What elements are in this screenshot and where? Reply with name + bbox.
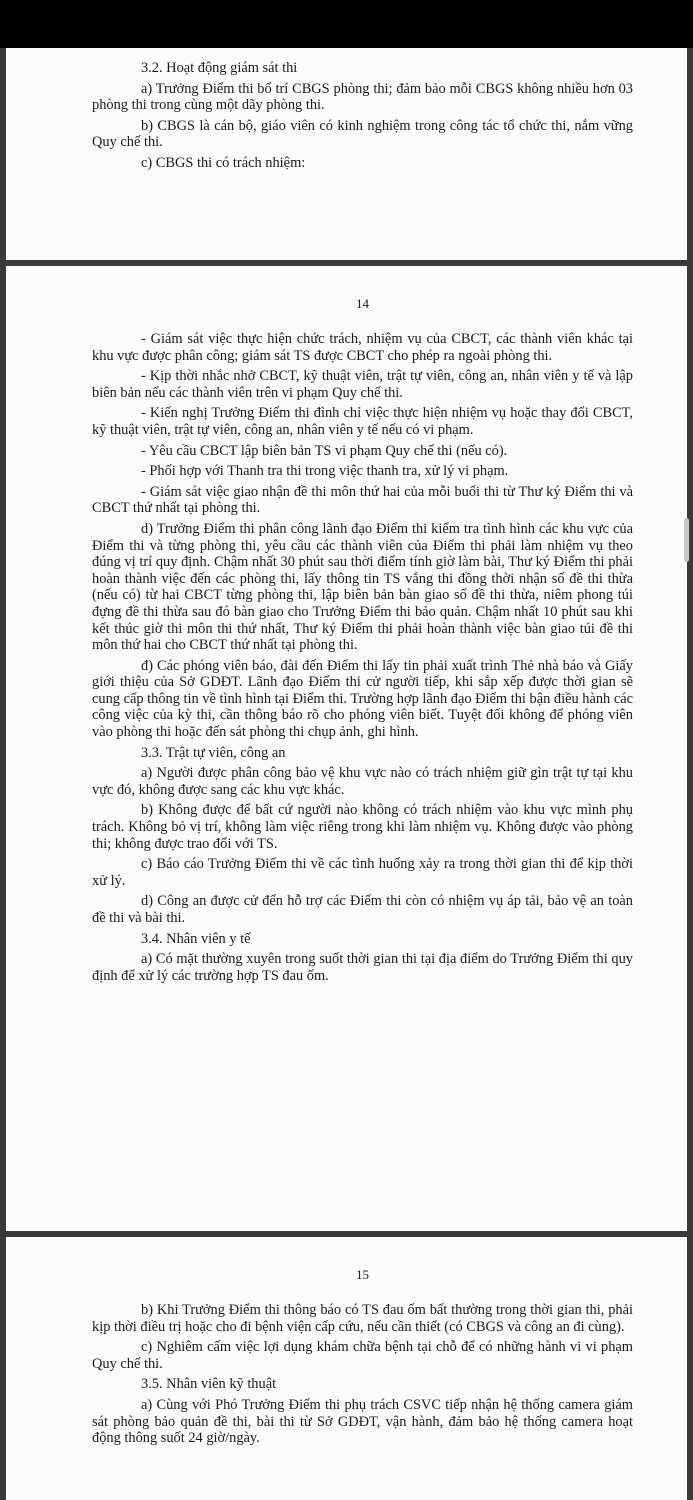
paragraph: c) Nghiêm cấm việc lợi dụng khám chữa bệnh tại chỗ để có những hành vi vi phạm Quy chế thi.	[92, 1339, 633, 1372]
paragraph: - Yêu cầu CBCT lập biên bản TS vi phạm Quy chế thi (nếu có).	[141, 442, 508, 459]
paragraph: c) Báo cáo Trưởng Điểm thi về các tình huống xảy ra trong thời gian thi để kịp thời xử lý.	[92, 856, 633, 889]
page-number: 15	[356, 1267, 369, 1282]
paragraph: a) Cùng với Phó Trưởng Điểm thi phụ trách CSVC tiếp nhận hệ thống camera giám sát phòng bảo quản đề thi, bài thi từ Sở GDĐT, vận hành, đảm bảo hệ thống camera hoạt động thông suốt 24 giờ/ngày.	[92, 1396, 633, 1447]
paragraph: - Kịp thời nhắc nhở CBCT, kỹ thuật viên, trật tự viên, công an, nhân viên y tế và lập biên bản nếu các thành viên trên vi phạm Quy chế thi.	[92, 368, 633, 401]
paragraph: a) Có mặt thường xuyên trong suốt thời gian thi tại địa điểm do Trưởng Điểm thi quy định để xử lý các trường hợp TS đau ốm.	[92, 951, 633, 984]
document-page-15	[6, 1237, 687, 1500]
paragraph: b) CBGS là cán bộ, giáo viên có kinh nghiệm trong công tác tổ chức thi, nắm vững Quy chế thi.	[92, 117, 633, 151]
paragraph: a) Trưởng Điểm thi bố trí CBGS phòng thi; đảm bảo mỗi CBGS không nhiều hơn 03 phòng thi trong cùng một dãy phòng thi.	[92, 80, 633, 114]
scrollbar-thumb[interactable]	[684, 518, 689, 562]
paragraph: b) Khi Trưởng Điểm thi thông báo có TS đau ốm bất thường trong thời gian thi, phải kịp thời điều trị hoặc cho đi bệnh viện cấp cứu, nếu cần thiết (có CBGS và công an đi cùng).	[92, 1302, 633, 1335]
paragraph: b) Không được để bất cứ người nào không có trách nhiệm vào khu vực mình phụ trách. Không bỏ vị trí, không làm việc riêng trong khi làm nhiệm vụ. Không được vào phòng thi; không được trao đổi với TS.	[92, 802, 633, 852]
page-number: 14	[356, 296, 369, 311]
paragraph: đ) Các phóng viên báo, đài đến Điểm thi lấy tin phải xuất trình Thẻ nhà báo và Giấy giới thiệu của Sở GDĐT. Lãnh đạo Điểm thi cử người tiếp, khi sắp xếp được thời gian sẽ cung cấp thông tin về tình hình tại Điểm thi. Trường hợp lãnh đạo Điểm thi bận điều hành các công việc của kỳ thi, cần thông báo rõ cho phóng viên biết. Tuyệt đối không để phóng viên vào phòng thi hoặc đến sát phòng thi chụp ảnh, ghi hình.	[92, 657, 633, 741]
paragraph: c) CBGS thi có trách nhiệm:	[141, 154, 306, 171]
paragraph: - Giám sát việc giao nhận đề thi môn thứ hai của mỗi buổi thi từ Thư ký Điểm thi và CBCT thứ nhất tại phòng thi.	[92, 483, 633, 517]
paragraph: d) Trưởng Điểm thi phân công lãnh đạo Điểm thi kiểm tra tình hình các khu vực của Điểm thi và từng phòng thi, yêu cầu các thành viên của Điểm thi phải làm nhiệm vụ theo đúng vị trí quy định. Chậm nhất 30 phút sau thời điểm tính giờ làm bài, Thư ký Điểm thi phải hoàn thành việc đến các phòng thi, lấy thông tin TS vắng thi đồng thời nhận số đề thi thừa (nếu có) từ hai CBCT từng phòng thi, lập biên bản bàn giao số đề thi thừa, niêm phong túi đựng đề thi thừa sau đó bàn giao cho Trưởng Điểm thi bảo quản. Chậm nhất 10 phút sau khi kết thúc giờ thi môn thi thứ nhất, Thư ký Điểm thi phải hoàn thành việc bàn giao túi đề thi môn thứ hai cho CBCT thứ nhất tại phòng thi.	[92, 520, 633, 654]
paragraph: a) Người được phân công bảo vệ khu vực nào có trách nhiệm giữ gìn trật tự tại khu vực đó, không được sang các khu vực khác.	[92, 765, 633, 798]
document-page-14	[6, 266, 687, 1231]
paragraph: - Giám sát việc thực hiện chức trách, nhiệm vụ của CBCT, các thành viên khác tại khu vực được phân công; giám sát TS được CBCT cho phép ra ngoài phòng thi.	[92, 331, 633, 364]
section-heading-3-3: 3.3. Trật tự viên, công an	[141, 744, 286, 761]
top-status-bar	[0, 0, 693, 48]
paragraph: - Phối hợp với Thanh tra thi trong việc thanh tra, xử lý vi phạm.	[141, 463, 509, 480]
section-heading-3-5: 3.5. Nhân viên kỹ thuật	[141, 1376, 277, 1393]
section-heading-3-2: 3.2. Hoạt động giám sát thi	[141, 60, 298, 76]
section-heading-3-4: 3.4. Nhân viên y tế	[141, 930, 251, 947]
document-page-13	[6, 48, 687, 260]
paragraph: - Kiến nghị Trưởng Điểm thi đình chỉ việc thực hiện nhiệm vụ hoặc thay đổi CBCT, kỹ thuật viên, trật tự viên, công an, nhân viên y tế nếu có vi phạm.	[92, 405, 633, 438]
paragraph: d) Công an được cử đến hỗ trợ các Điểm thi còn có nhiệm vụ áp tải, bảo vệ an toàn đề thi và bài thi.	[92, 893, 633, 926]
